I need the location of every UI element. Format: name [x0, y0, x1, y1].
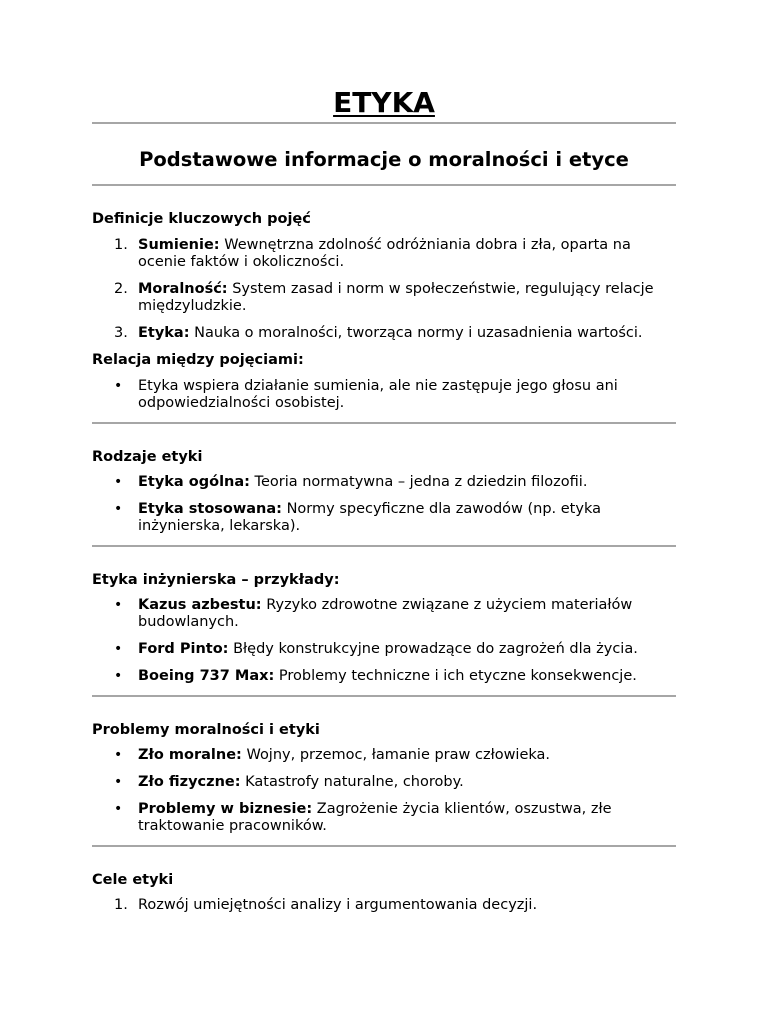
list-item-term: Problemy w biznesie: — [138, 801, 313, 817]
list-item-term: Sumienie: — [138, 237, 220, 253]
list-item — [92, 668, 676, 685]
goals-list — [92, 897, 676, 914]
list-item-term: Etyka stosowana: — [138, 501, 282, 517]
list-item — [92, 747, 676, 764]
list-item-term: Etyka ogólna: — [138, 474, 250, 490]
list-item-text: System zasad i norm w społeczeństwie, regulujący relacje międzyludzkie. — [138, 281, 654, 314]
list-item-term: Zło fizyczne: — [138, 774, 241, 790]
list-item — [92, 281, 676, 315]
bullet: • — [114, 774, 123, 790]
list-item — [92, 801, 676, 835]
list-item-term: Boeing 737 Max: — [138, 668, 275, 684]
section-heading-engineering: Etyka inżynierska – przykłady: — [92, 572, 340, 588]
section-heading-problems: Problemy moralności i etyki — [92, 722, 320, 738]
list-item-term: Zło moralne: — [138, 747, 242, 763]
list-item — [92, 897, 676, 914]
list-item-term: Etyka: — [138, 325, 190, 341]
list-item — [92, 237, 676, 271]
divider — [92, 422, 676, 424]
bullet: • — [114, 801, 123, 817]
section-heading-definitions: Definicje kluczowych pojęć — [92, 211, 311, 227]
list-item-text: Teoria normatywna – jedna z dziedzin filozofii. — [249, 474, 588, 490]
types-list — [92, 474, 676, 535]
section-heading-goals: Cele etyki — [92, 872, 174, 888]
list-item-text: Nauka o moralności, tworząca normy i uzasadnienia wartości. — [189, 325, 643, 341]
bullet: • — [114, 501, 123, 517]
divider — [92, 845, 676, 847]
list-number: 1. — [114, 237, 128, 253]
list-item-term: Moralność: — [138, 281, 228, 297]
list-item-text: Normy specyficzne dla zawodów (np. etyka inżynierska, lekarska). — [138, 501, 601, 534]
document-content — [92, 84, 676, 914]
list-item — [92, 325, 676, 342]
definitions-list — [92, 237, 676, 342]
list-item-text: Etyka wspiera działanie sumienia, ale nie zastępuje jego głosu ani odpowiedzialności osobistej. — [138, 378, 618, 411]
list-item-text: Rozwój umiejętności analizy i argumentowania decyzji. — [138, 897, 538, 913]
list-item-text: Katastrofy naturalne, choroby. — [240, 774, 464, 790]
bullet: • — [114, 668, 123, 684]
divider — [92, 545, 676, 547]
list-item-text: Wojny, przemoc, łamanie praw człowieka. — [241, 747, 551, 763]
bullet: • — [114, 474, 123, 490]
list-item-text: Wewnętrzna zdolność odróżniania dobra i zła, oparta na ocenie faktów i okoliczności. — [138, 237, 631, 270]
list-item — [92, 378, 676, 412]
document-title: ETYKA — [333, 86, 435, 119]
list-item-text: Problemy techniczne i ich etyczne konsekwencje. — [274, 668, 637, 684]
list-number: 1. — [114, 897, 128, 913]
list-item — [92, 474, 676, 491]
bullet: • — [114, 378, 123, 394]
engineering-list — [92, 597, 676, 685]
bullet: • — [114, 747, 123, 763]
section-heading-types: Rodzaje etyki — [92, 449, 203, 465]
bullet: • — [114, 597, 123, 613]
list-item-term: Kazus azbestu: — [138, 597, 262, 613]
divider — [92, 695, 676, 697]
list-item — [92, 597, 676, 631]
bullet: • — [114, 641, 123, 657]
list-number: 2. — [114, 281, 128, 297]
relation-list — [92, 378, 676, 412]
list-item — [92, 774, 676, 791]
list-item — [92, 641, 676, 658]
problems-list — [92, 747, 676, 835]
list-item-text: Ryzyko zdrowotne związane z użyciem materiałów budowlanych. — [138, 597, 633, 630]
list-item-text: Błędy konstrukcyjne prowadzące do zagrożeń dla życia. — [228, 641, 638, 657]
list-item — [92, 501, 676, 535]
list-item-text: Zagrożenie życia klientów, oszustwa, złe traktowanie pracowników. — [138, 801, 612, 834]
list-item-term: Ford Pinto: — [138, 641, 229, 657]
divider — [92, 184, 676, 186]
section-heading-relation: Relacja między pojęciami: — [92, 352, 304, 368]
list-number: 3. — [114, 325, 128, 341]
document-subtitle: Podstawowe informacje o moralności i etyce — [139, 148, 629, 171]
